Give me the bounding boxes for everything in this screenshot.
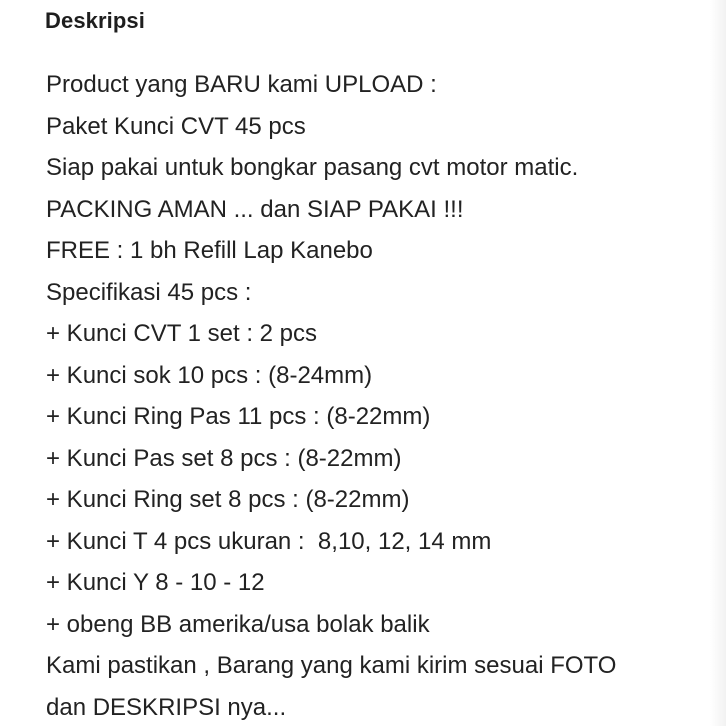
description-line: PACKING AMAN ... dan SIAP PAKAI !!! xyxy=(46,189,706,231)
description-line: Kami pastikan , Barang yang kami kirim sesuai FOTO xyxy=(46,645,706,687)
description-line: + Kunci Ring set 8 pcs : (8-22mm) xyxy=(46,479,706,521)
description-line: + Kunci CVT 1 set : 2 pcs xyxy=(46,313,706,355)
description-line: + Kunci Y 8 - 10 - 12 xyxy=(46,562,706,604)
scroll-edge-shade xyxy=(710,0,726,726)
description-line: + obeng BB amerika/usa bolak balik xyxy=(46,604,706,646)
description-line: Paket Kunci CVT 45 pcs xyxy=(46,106,706,148)
description-line: Specifikasi 45 pcs : xyxy=(46,272,706,314)
description-line: + Kunci Pas set 8 pcs : (8-22mm) xyxy=(46,438,706,480)
description-line: + Kunci sok 10 pcs : (8-24mm) xyxy=(46,355,706,397)
description-line: Siap pakai untuk bongkar pasang cvt motor matic. xyxy=(46,147,706,189)
description-line: + Kunci T 4 pcs ukuran : 8,10, 12, 14 mm xyxy=(46,521,706,563)
description-body xyxy=(46,64,706,728)
section-title: Deskripsi xyxy=(45,7,145,35)
description-line: + Kunci Ring Pas 11 pcs : (8-22mm) xyxy=(46,396,706,438)
description-line: dan DESKRIPSI nya... xyxy=(46,687,706,728)
description-line: Product yang BARU kami UPLOAD : xyxy=(46,64,706,106)
description-line: FREE : 1 bh Refill Lap Kanebo xyxy=(46,230,706,272)
